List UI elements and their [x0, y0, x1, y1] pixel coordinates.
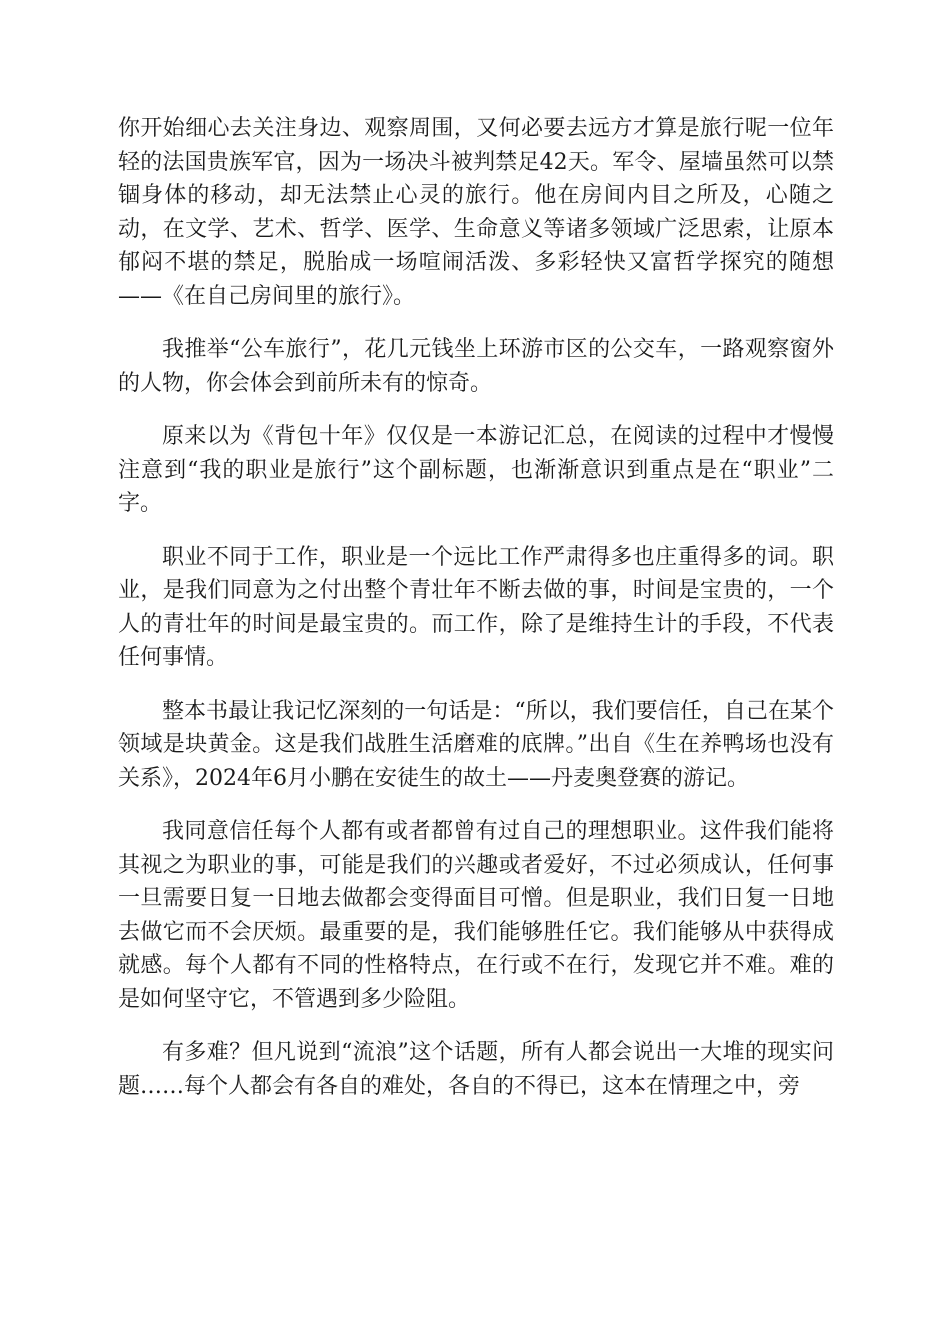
- paragraph-7: 有多难？但凡说到“流浪”这个话题，所有人都会说出一大堆的现实问题……每个人都会有各自的难处，各自的不得已，这本在情理之中，旁: [118, 1040, 834, 1099]
- paragraph-3: 原来以为《背包十年》仅仅是一本游记汇总，在阅读的过程中才慢慢注意到“我的职业是旅行”这个副标题，也渐渐意识到重点是在“职业”二字。: [118, 424, 834, 516]
- paragraph-6: 我同意信任每个人都有或者都曾有过自己的理想职业。这件我们能将其视之为职业的事，可能是我们的兴趣或者爱好，不过必须成认，任何事一旦需要日复一日地去做都会变得面目可憎。但是职业，我们日复一日地去做它而不会厌烦。最重要的是，我们能够胜任它。我们能够从中获得成就感。每个人都有不同的性格特点，在行或不在行，发现它并不难。难的是如何坚守它，不管遇到多少险阻。: [118, 819, 834, 1012]
- paragraph-4: 职业不同于工作，职业是一个远比工作严肃得多也庄重得多的词。职业，是我们同意为之付出整个青壮年不断去做的事，时间是宝贵的，一个人的青壮年的时间是最宝贵的。而工作，除了是维持生计的手段，不代表任何事情。: [118, 544, 834, 670]
- paragraph-1: 你开始细心去关注身边、观察周围，又何必要去远方才算是旅行呢一位年轻的法国贵族军官，因为一场决斗被判禁足42天。军令、屋墙虽然可以禁锢身体的移动，却无法禁止心灵的旅行。他在房间内目之所及，心随之动，在文学、艺术、哲学、医学、生命意义等诸多领域广泛思索，让原本郁闷不堪的禁足，脱胎成一场喧闹活泼、多彩轻快又富哲学探究的随想——《在自己房间里的旅行》。: [118, 116, 834, 309]
- paragraph-2: 我推举“公车旅行”，花几元钱坐上环游市区的公交车，一路观察窗外的人物，你会体会到前所未有的惊奇。: [118, 337, 834, 396]
- document-body: [118, 112, 834, 1123]
- paragraph-5: 整本书最让我记忆深刻的一句话是：“所以，我们要信任，自己在某个领域是块黄金。这是我们战胜生活磨难的底牌。”出自《生在养鸭场也没有关系》，2024年6月小鹏在安徒生的故土——丹麦奥登赛的游记。: [118, 698, 834, 791]
